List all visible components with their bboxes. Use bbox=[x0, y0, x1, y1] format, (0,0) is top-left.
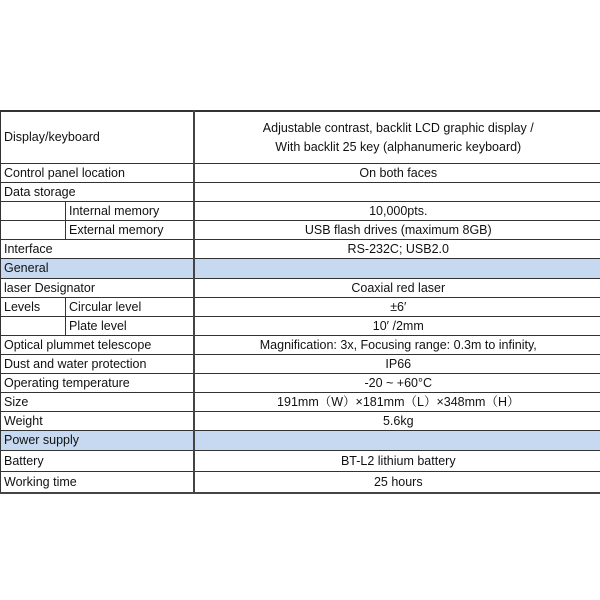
row-label: Optical plummet telescope bbox=[1, 336, 194, 355]
row-value: Coaxial red laser bbox=[194, 279, 600, 298]
table-row bbox=[1, 240, 600, 259]
section-title: Power supply bbox=[1, 431, 194, 451]
row-sublabel: Plate level bbox=[66, 317, 194, 336]
row-label: Levels bbox=[1, 298, 66, 317]
row-value: 10′ /2mm bbox=[194, 317, 600, 336]
row-value bbox=[194, 183, 600, 202]
table-row bbox=[1, 451, 600, 472]
table-row bbox=[1, 336, 600, 355]
row-value bbox=[194, 111, 600, 164]
spec-table bbox=[0, 110, 600, 494]
table-row bbox=[1, 412, 600, 431]
row-value: 5.6kg bbox=[194, 412, 600, 431]
row-label: Display/keyboard bbox=[1, 111, 194, 164]
row-value: 25 hours bbox=[194, 472, 600, 494]
table-row bbox=[1, 111, 600, 164]
row-label: Working time bbox=[1, 472, 194, 494]
row-value: -20 ~ +60°C bbox=[194, 374, 600, 393]
row-label bbox=[1, 202, 66, 221]
row-value: IP66 bbox=[194, 355, 600, 374]
table-row bbox=[1, 374, 600, 393]
row-value: 10,000pts. bbox=[194, 202, 600, 221]
row-value: USB flash drives (maximum 8GB) bbox=[194, 221, 600, 240]
table-row bbox=[1, 221, 600, 240]
row-label: Weight bbox=[1, 412, 194, 431]
table-row bbox=[1, 183, 600, 202]
row-label: Interface bbox=[1, 240, 194, 259]
row-label: Data storage bbox=[1, 183, 194, 202]
row-label: Dust and water protection bbox=[1, 355, 194, 374]
value-line: Adjustable contrast, backlit LCD graphic display / bbox=[262, 120, 534, 135]
row-label: Size bbox=[1, 393, 194, 412]
section-value-cell bbox=[194, 431, 600, 451]
row-label: Battery bbox=[1, 451, 194, 472]
row-value: 191mm（W）×181mm（L）×348mm（H） bbox=[194, 393, 600, 412]
row-label: Operating temperature bbox=[1, 374, 194, 393]
row-label bbox=[1, 317, 66, 336]
value-line: With backlit 25 key (alphanumeric keyboard) bbox=[275, 139, 522, 154]
row-value: ±6′ bbox=[194, 298, 600, 317]
row-value: RS-232C; USB2.0 bbox=[194, 240, 600, 259]
section-header-row bbox=[1, 259, 600, 279]
table-row bbox=[1, 279, 600, 298]
row-sublabel: External memory bbox=[66, 221, 194, 240]
row-sublabel: Internal memory bbox=[66, 202, 194, 221]
section-title: General bbox=[1, 259, 194, 279]
table-row bbox=[1, 298, 600, 317]
table-row bbox=[1, 355, 600, 374]
table-row bbox=[1, 202, 600, 221]
row-value: On both faces bbox=[194, 164, 600, 183]
section-header-row bbox=[1, 431, 600, 451]
table-row bbox=[1, 317, 600, 336]
row-sublabel: Circular level bbox=[66, 298, 194, 317]
section-value-cell bbox=[194, 259, 600, 279]
row-value: Magnification: 3x, Focusing range: 0.3m to infinity, bbox=[194, 336, 600, 355]
row-label: laser Designator bbox=[1, 279, 194, 298]
row-value: BT-L2 lithium battery bbox=[194, 451, 600, 472]
table-row bbox=[1, 393, 600, 412]
table-row bbox=[1, 164, 600, 183]
table-row bbox=[1, 472, 600, 494]
row-label bbox=[1, 221, 66, 240]
row-label: Control panel location bbox=[1, 164, 194, 183]
